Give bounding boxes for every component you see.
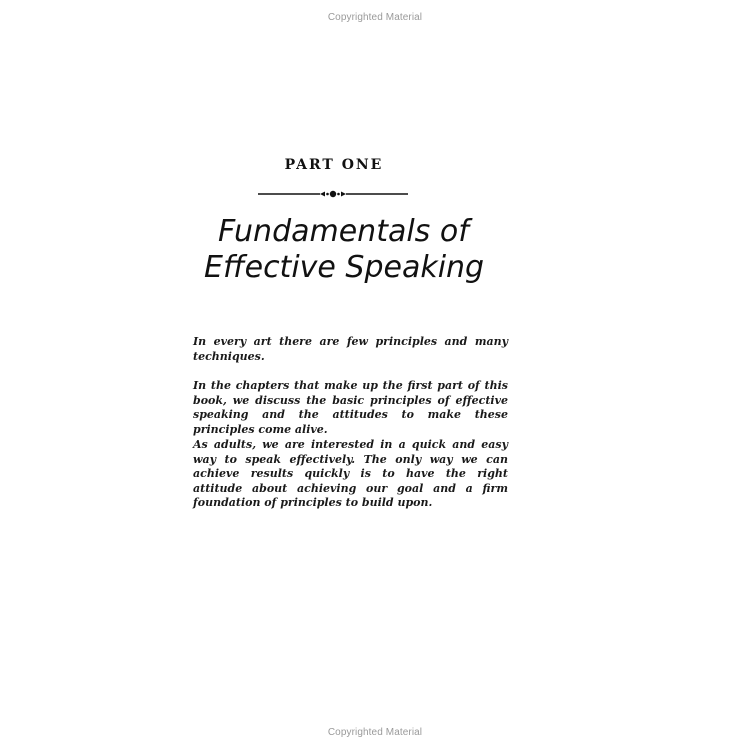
- part-label: PART ONE: [284, 157, 384, 173]
- paragraph-1: In every art there are few principles and many techniques.: [193, 335, 508, 363]
- paragraph-2: In the chapters that make up the first part of this book, we discuss the basic principles of effective speaking and the attitudes to make these principles come alive.: [193, 379, 508, 436]
- copyright-watermark-bottom: Copyrighted Material: [327, 727, 423, 738]
- ornament-divider: [258, 188, 408, 200]
- copyright-watermark-top: Copyrighted Material: [327, 12, 423, 23]
- paragraph-3: As adults, we are interested in a quick and easy way to speak effectively. The only way we can achieve results quickly is to have the right attitude about achieving our goal and a firm foundation of principles to build upon.: [193, 438, 508, 509]
- title-line-2: Effective Speaking: [204, 250, 485, 285]
- title-line-1: Fundamentals of: [218, 214, 469, 249]
